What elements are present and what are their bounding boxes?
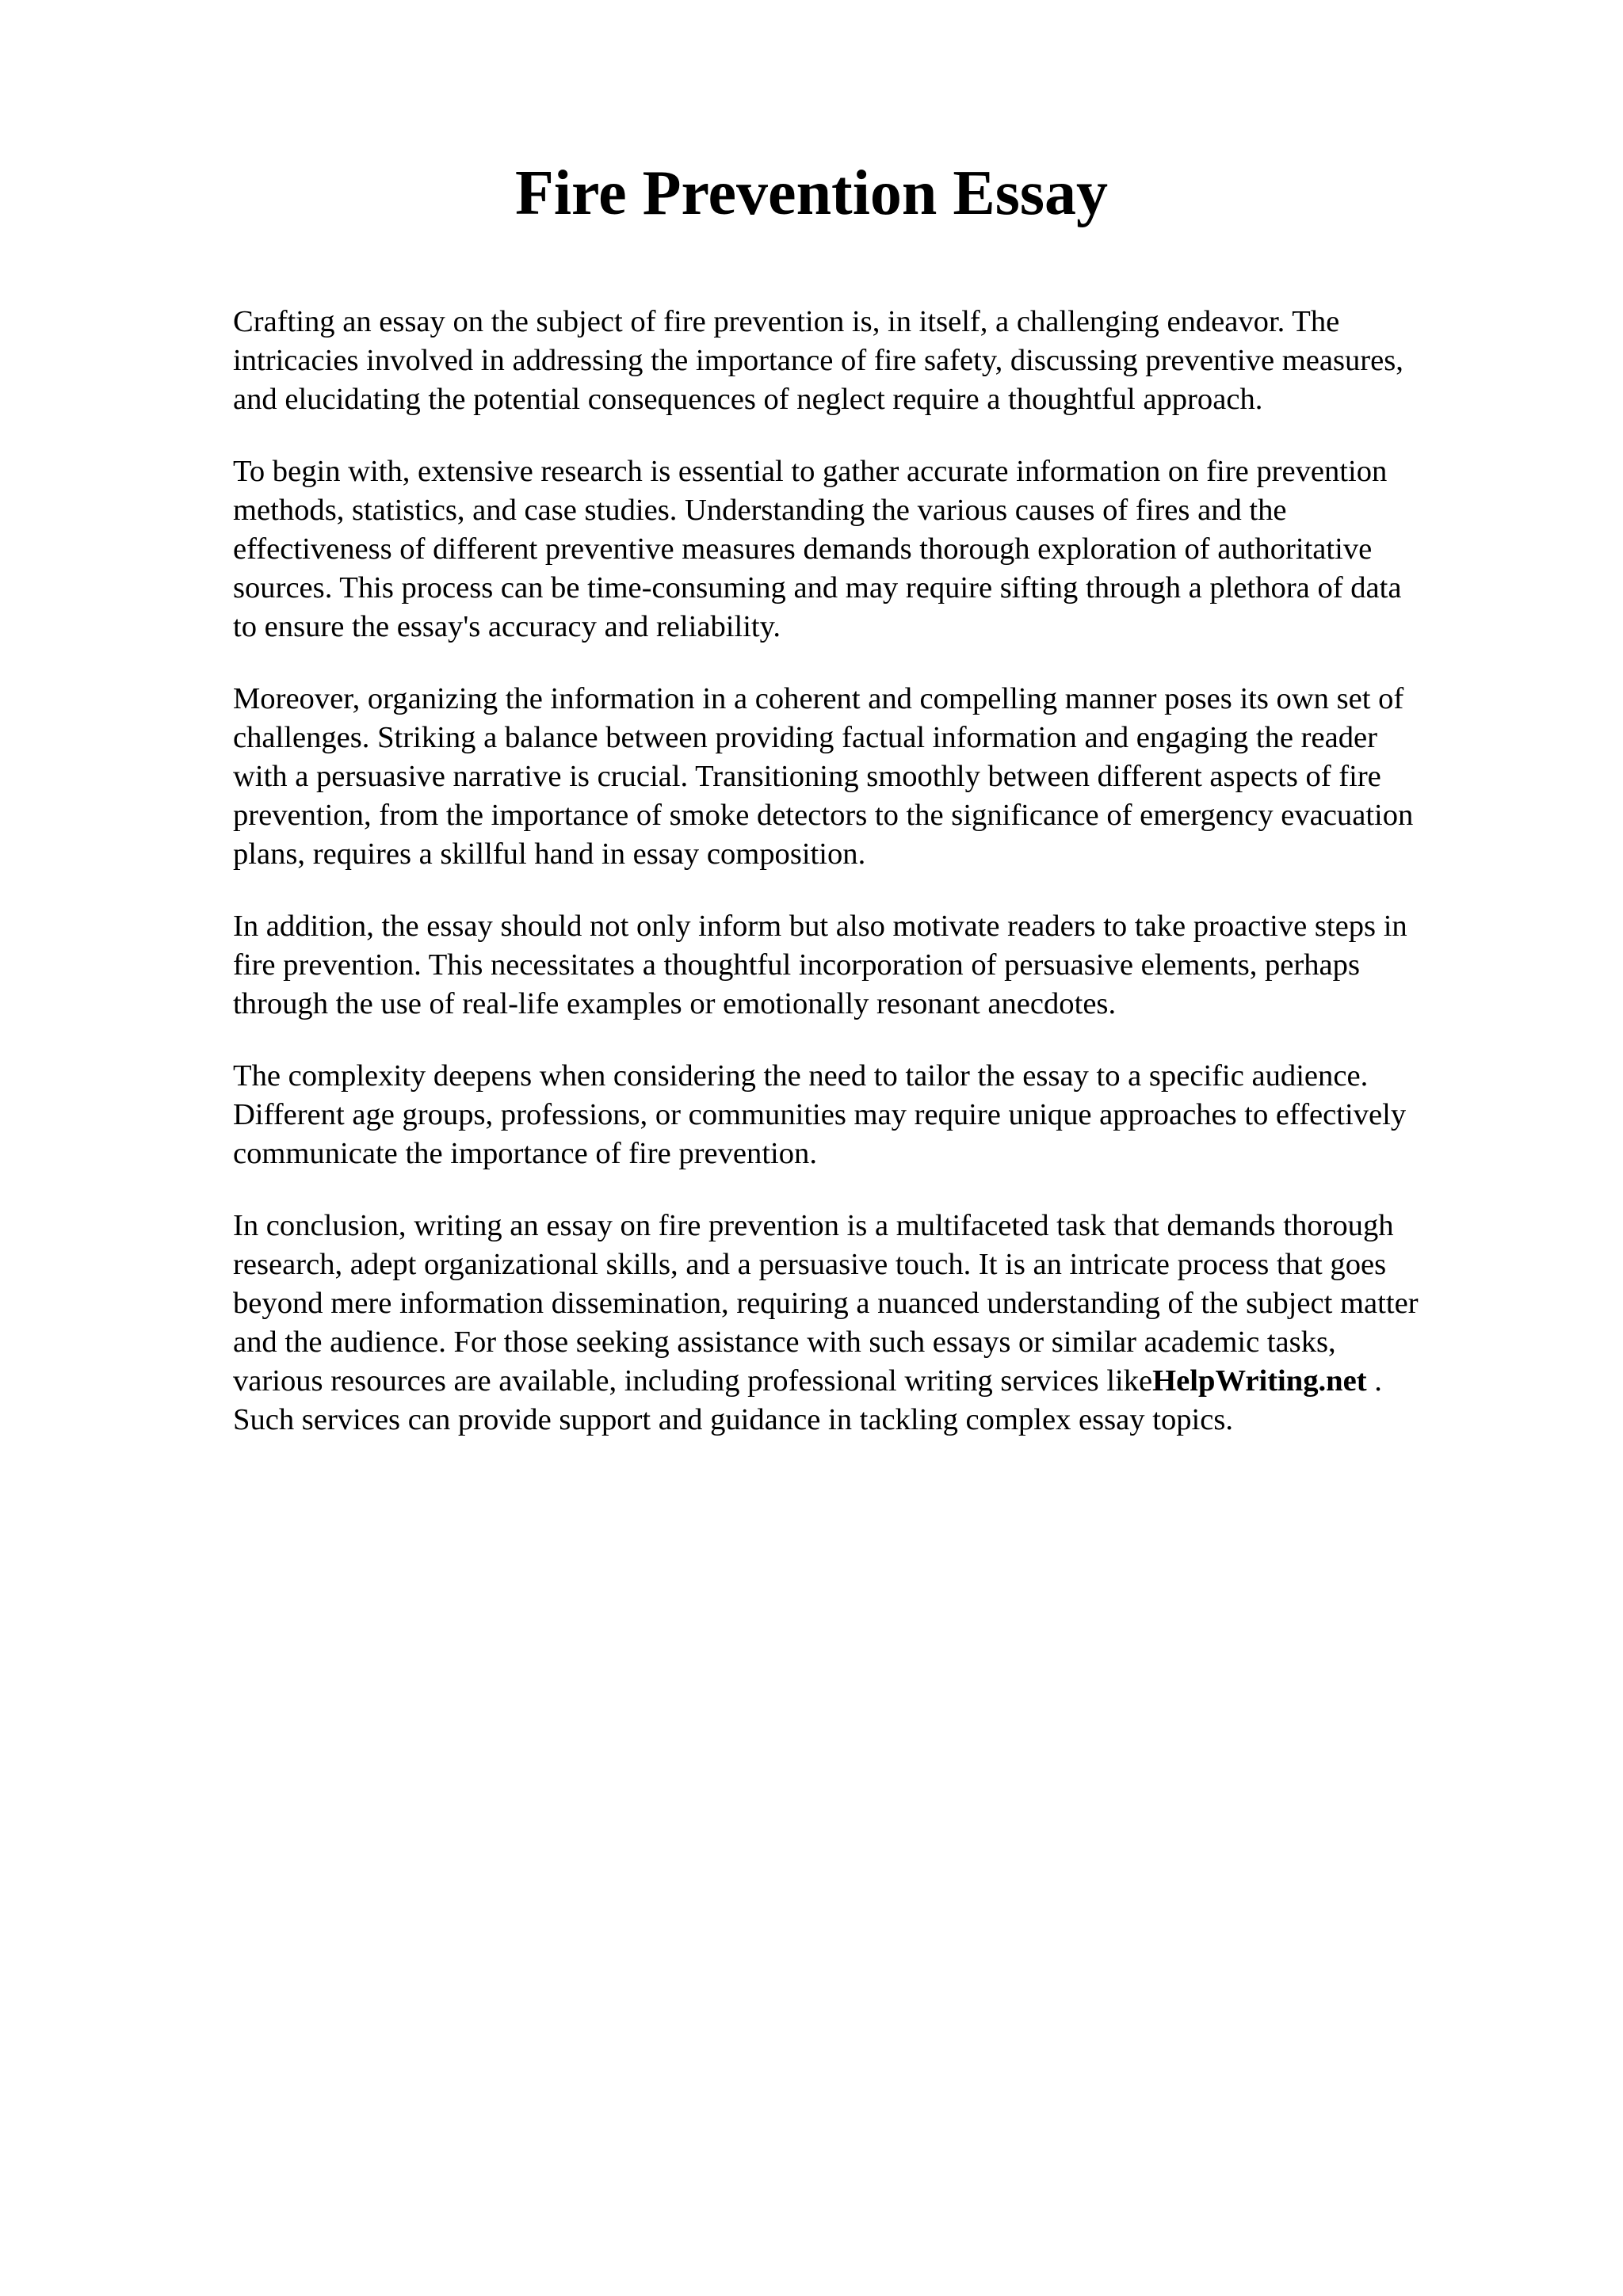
paragraph-3 (233, 680, 1533, 874)
paragraph-4 (233, 907, 1533, 1024)
text-line: To begin with, extensive research is essential to gather accurate information on fire prevention (233, 455, 1388, 488)
paragraph-1 (233, 303, 1533, 419)
text-line: methods, statistics, and case studies. Understanding the various causes of fires and the (233, 494, 1287, 527)
text-line: through the use of real-life examples or emotionally resonant anecdotes. (233, 987, 1117, 1020)
link-line-suffix: . (1366, 1364, 1382, 1398)
paragraph-5 (233, 1057, 1533, 1173)
page-title: Fire Prevention Essay (514, 158, 1109, 228)
paragraph-conclusion (233, 1207, 1533, 1440)
link-line-prefix: various resources are available, including professional writing services like (233, 1364, 1153, 1398)
text-line: and the audience. For those seeking assistance with such essays or similar academic tasks, (233, 1325, 1336, 1359)
text-line: Moreover, organizing the information in a coherent and compelling manner poses its own set of (233, 682, 1404, 715)
text-line: to ensure the essay's accuracy and reliability. (233, 610, 781, 643)
paragraph-2 (233, 452, 1533, 646)
link-line (233, 1362, 1533, 1401)
text-line: plans, requires a skillful hand in essay composition. (233, 837, 866, 871)
text-line: sources. This process can be time-consuming and may require sifting through a plethora of data (233, 571, 1402, 605)
text-line: In conclusion, writing an essay on fire prevention is a multifaceted task that demands thorough (233, 1209, 1394, 1242)
helpwriting-link[interactable]: HelpWriting.net (1152, 1364, 1367, 1398)
text-line: Different age groups, professions, or communities may require unique approaches to effectively (233, 1098, 1407, 1131)
text-line: Such services can provide support and guidance in tackling complex essay topics. (233, 1403, 1234, 1436)
text-line: Crafting an essay on the subject of fire prevention is, in itself, a challenging endeavor. The (233, 305, 1340, 338)
text-line: research, adept organizational skills, and a persuasive touch. It is an intricate process that goes (233, 1248, 1387, 1281)
text-line: fire prevention. This necessitates a thoughtful incorporation of persuasive elements, perhaps (233, 948, 1360, 982)
text-line: and elucidating the potential consequences of neglect require a thoughtful approach. (233, 383, 1263, 416)
text-line: with a persuasive narrative is crucial. Transitioning smoothly between different aspects of fire (233, 760, 1381, 793)
text-line: prevention, from the importance of smoke detectors to the significance of emergency evacuation (233, 799, 1414, 832)
text-line: intricacies involved in addressing the importance of fire safety, discussing preventive measures, (233, 344, 1403, 377)
text-line: In addition, the essay should not only inform but also motivate readers to take proactive steps in (233, 910, 1407, 943)
text-line: effectiveness of different preventive measures demands thorough exploration of authoritative (233, 532, 1373, 566)
text-line: The complexity deepens when considering the need to tailor the essay to a specific audience. (233, 1059, 1369, 1093)
text-line: challenges. Striking a balance between providing factual information and engaging the reader (233, 721, 1377, 754)
essay-body (233, 303, 1533, 1473)
text-line: communicate the importance of fire prevention. (233, 1137, 817, 1170)
text-line: beyond mere information dissemination, requiring a nuanced understanding of the subject matter (233, 1287, 1419, 1320)
